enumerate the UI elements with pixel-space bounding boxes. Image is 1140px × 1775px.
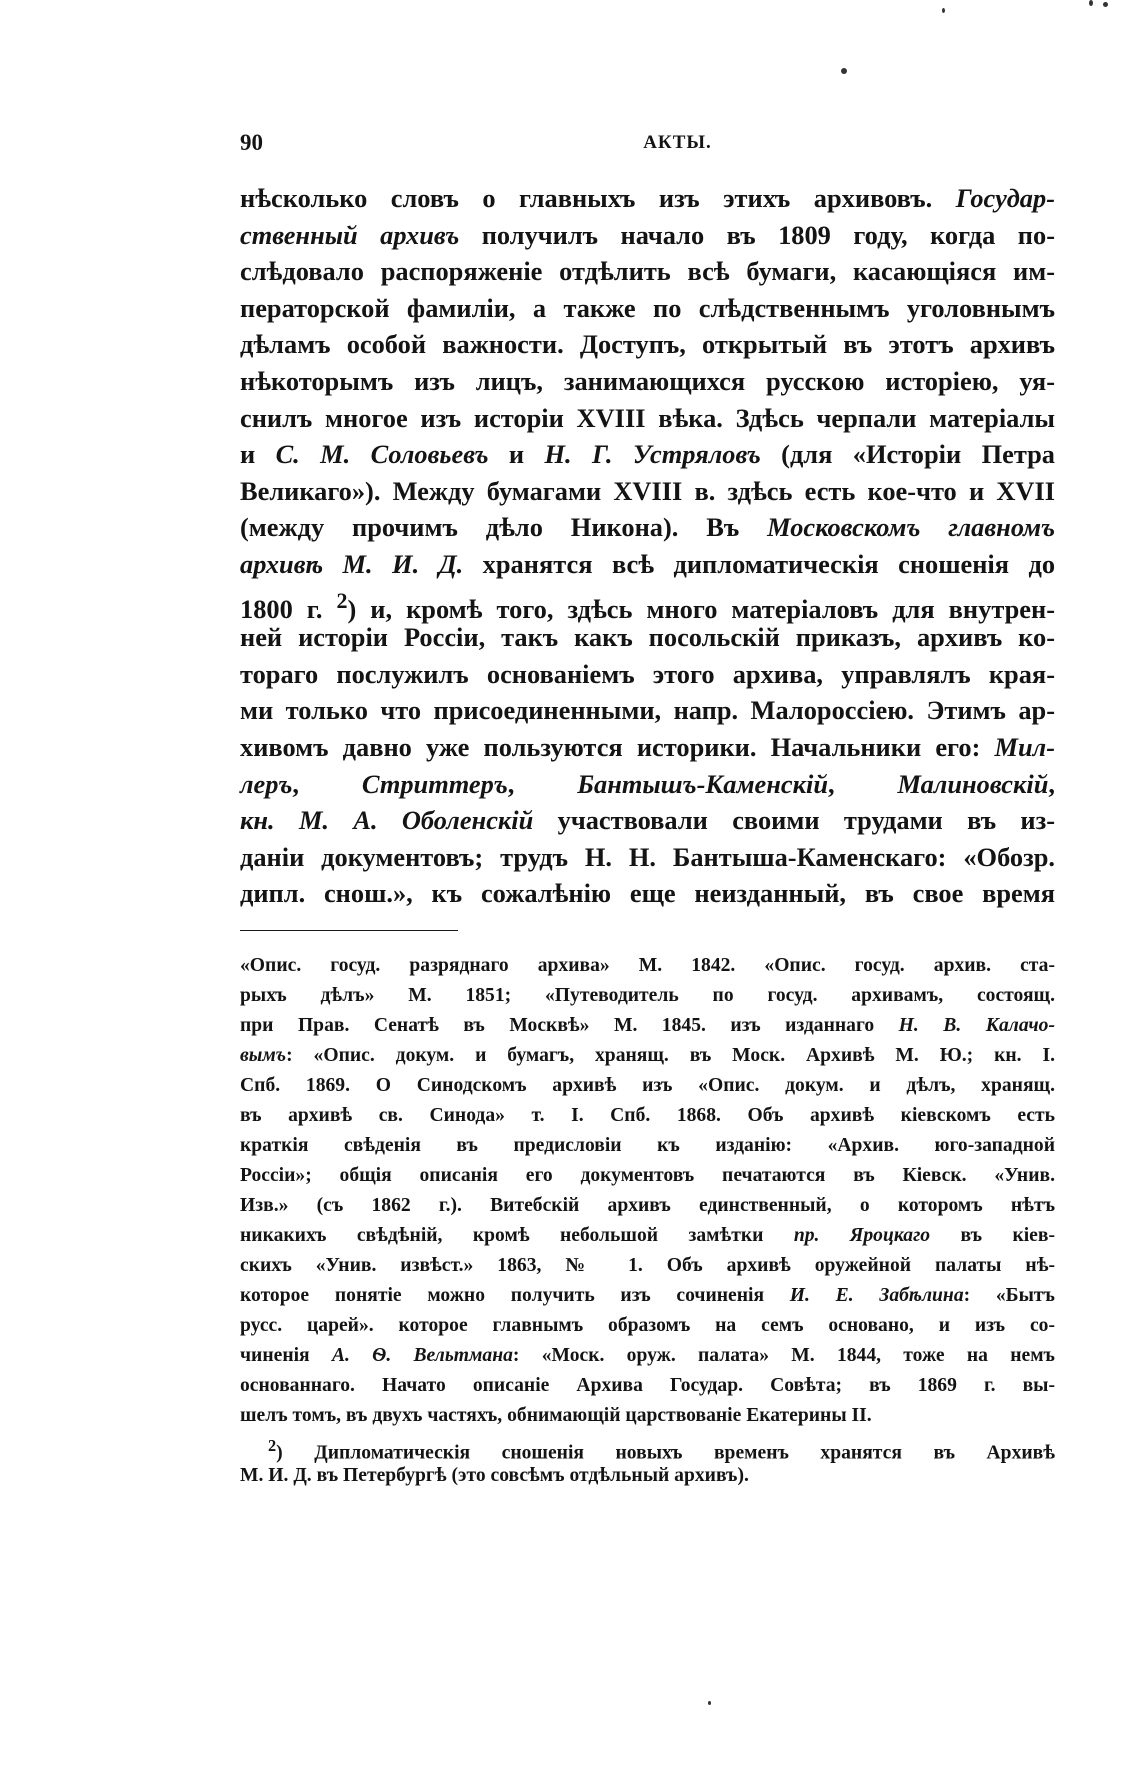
footnote-line: Спб. 1869. О Синодскомъ архивѣ изъ «Опис. докум. и дѣлъ, хранящ. <box>240 1074 1055 1096</box>
footnote-line: въ архивѣ св. Синода» т. I. Спб. 1868. Объ архивѣ кіевскомъ есть <box>240 1104 1055 1126</box>
running-head <box>240 130 1055 170</box>
text-line: хивомъ давно уже пользуются историки. Начальники его: Мил- <box>240 731 1055 762</box>
footnote-line: скихъ «Унив. извѣст.» 1863, № 1. Объ архивѣ оружейной палаты нѣ- <box>240 1254 1055 1276</box>
footnote-line: русс. царей». которое главнымъ образомъ на семъ основано, и изъ со- <box>240 1314 1055 1336</box>
text-line: нѣсколько словъ о главныхъ изъ этихъ архивовъ. Государ- <box>240 183 1055 213</box>
text-line: ми только что присоединенными, напр. Малороссіею. Этимъ ар- <box>240 695 1055 726</box>
text-line: и С. М. Соловьевъ и Н. Г. Устряловъ (для «Исторіи Петра <box>240 439 1055 470</box>
footnote-line: основаннаго. Начато описаніе Архива Государ. Совѣта; въ 1869 г. вы- <box>240 1374 1055 1396</box>
ink-speck <box>942 8 945 13</box>
text-line: ператорской фамиліи, а также по слѣдственнымъ уголовнымъ <box>240 292 1055 323</box>
text-line: ней исторіи Россіи, такъ какъ посольскій приказъ, архивъ ко- <box>240 622 1055 653</box>
text-line: дипл. снош.», къ сожалѣнію еще неизданный, въ свое время <box>240 878 1055 909</box>
running-title: АКТЫ. <box>643 132 712 153</box>
text-line: (между прочимъ дѣло Никона). Въ Московскомъ главномъ <box>240 512 1055 543</box>
footnote-line: Изв.» (съ 1862 г.). Витебскій архивъ единственный, о которомъ нѣтъ <box>240 1194 1055 1216</box>
footnotes <box>240 951 1055 1491</box>
text-line: 1800 г. $^2$) и, кромѣ того, здѣсь много матеріаловъ для внутрен- <box>240 587 1055 624</box>
footnote-rule <box>240 930 458 931</box>
text-line: леръ, Стриттеръ, Бантышъ-Каменскій, Малиновскій, <box>240 768 1055 799</box>
text-line: архивѣ М. И. Д. хранятся всѣ дипломатическія сношенія до <box>240 548 1056 579</box>
ink-speck <box>841 68 847 74</box>
text-line: ственный архивъ получилъ начало въ 1809 году, когда по- <box>240 219 1055 250</box>
footnote-line: М. И. Д. въ Петербургѣ (это совсѣмъ отдѣльный архивъ). <box>240 1464 749 1486</box>
text-line: слѣдовало распоряженіе отдѣлить всѣ бумаги, касающіяся им- <box>240 256 1055 287</box>
ink-speck <box>1103 2 1108 7</box>
text-line: кн. М. А. Оболенскій участвовали своими трудами въ из- <box>240 805 1055 836</box>
text-line: нѣкоторымъ изъ лицъ, занимающихся русскою исторіею, уя- <box>240 365 1055 396</box>
footnote-line: никакихъ свѣдѣній, кромѣ небольшой замѣтки пр. Яроцкаго въ кіев- <box>240 1224 1055 1246</box>
footnote-line: «Опис. госуд. разряднаго архива» М. 1842. «Опис. госуд. архив. ста- <box>240 954 1055 976</box>
footnote-line: краткія свѣденія въ предисловіи къ изданію: «Архив. юго-западной <box>240 1134 1055 1156</box>
text-line: даніи документовъ; трудъ Н. Н. Бантыша-Каменскаго: «Обозр. <box>240 841 1055 872</box>
footnote-line: Россіи»; общія описанія его документовъ печатаются въ Кіевск. «Унив. <box>240 1164 1055 1186</box>
footnote-line: которое понятіе можно получить изъ сочиненія И. Е. Забѣлина: «Бытъ <box>240 1284 1055 1306</box>
footnote-line: шелъ томъ, въ двухъ частяхъ, обнимающій царствованіе Екатерины II. <box>240 1404 872 1426</box>
footnote-line: чиненія А. Ѳ. Вельтмана: «Моск. оруж. палата» М. 1844, тоже на немъ <box>240 1344 1055 1366</box>
footnote-line: вымъ: «Опис. докум. и бумагъ, хранящ. въ Моск. Архивѣ М. Ю.; кн. I. <box>240 1044 1055 1066</box>
book-page <box>240 130 1055 1491</box>
text-line: Великаго»). Между бумагами XVIII в. здѣсь есть кое-что и XVII <box>240 475 1055 506</box>
text-line: тораго послужилъ основаніемъ этого архива, управлялъ края- <box>240 658 1055 689</box>
footnote-line: $^2$) Дипломатическія сношенія новыхъ временъ хранятся въ Архивѣ <box>268 1435 1055 1464</box>
footnote-line: рыхъ дѣлъ» М. 1851; «Путеводитель по госуд. архивамъ, состоящ. <box>240 984 1055 1006</box>
text-line: снилъ многое изъ исторіи XVIII вѣка. Здѣсь черпали матеріалы <box>240 402 1055 433</box>
ink-speck <box>708 1701 711 1705</box>
main-text <box>240 180 1055 912</box>
page-number: 90 <box>240 130 263 155</box>
footnote-line: при Прав. Сенатѣ въ Москвѣ» М. 1845. изъ изданнаго Н. В. Калачо- <box>240 1014 1055 1036</box>
text-line: дѣламъ особой важности. Доступъ, открытый въ этотъ архивъ <box>240 329 1055 360</box>
ink-speck <box>1089 0 1093 6</box>
